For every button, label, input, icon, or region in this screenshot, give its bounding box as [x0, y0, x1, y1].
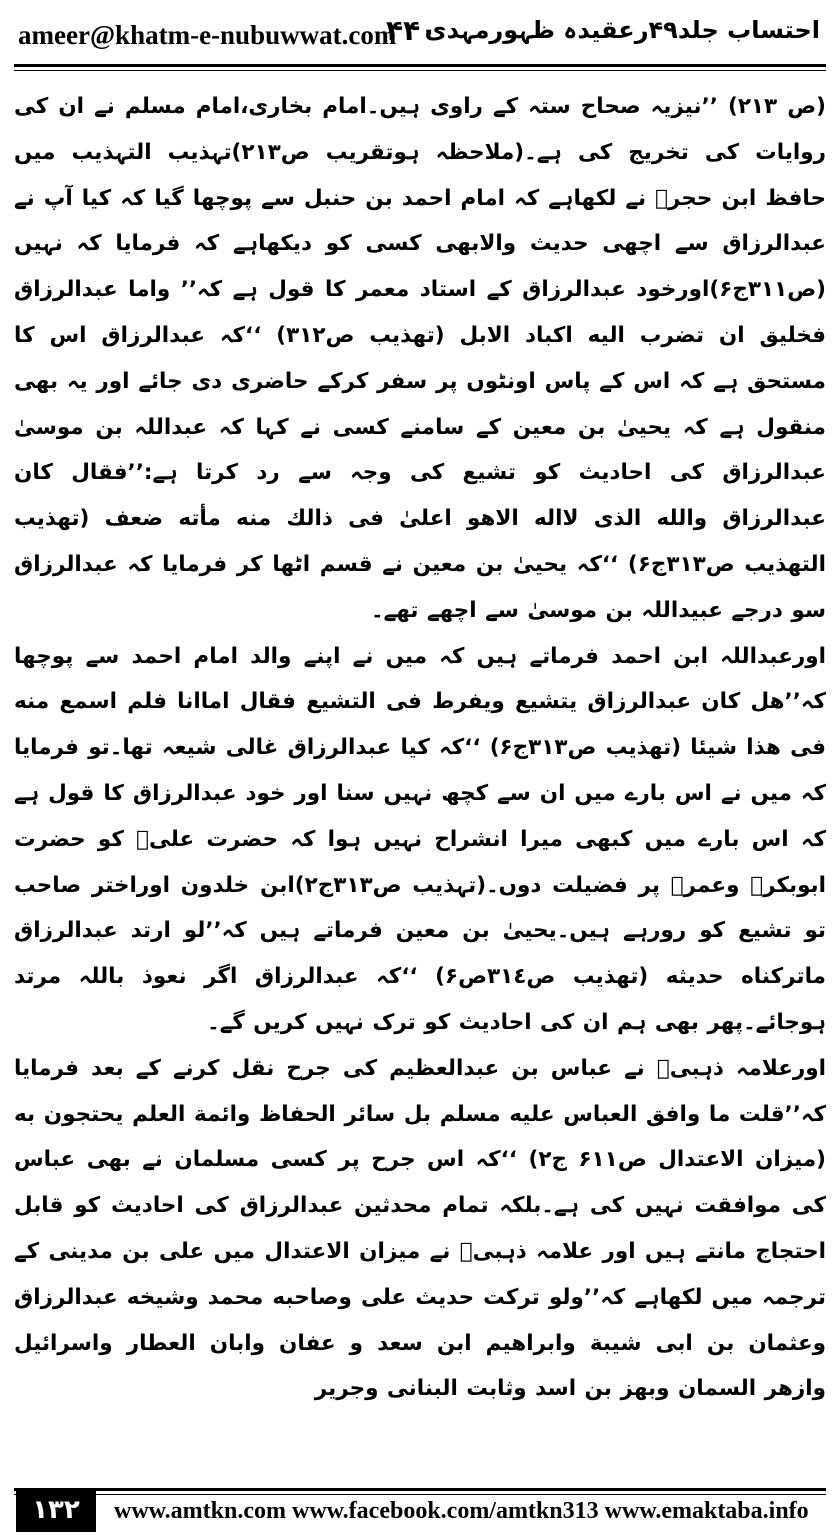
footer-rule-thick: [14, 1488, 826, 1491]
header-page-number: ۴۴۰: [386, 14, 438, 47]
page-header: [14, 8, 826, 72]
header-title: احتساب جلد۴۹رعقیدہ ظہورمہدی: [424, 16, 820, 44]
header-rule-thin: [14, 70, 826, 71]
header-rule-thick: [14, 64, 826, 67]
page-body: [14, 84, 826, 1474]
paragraph-1: (ص ۲۱۳) ’’نیزیہ صحاح ستہ کے راوی ہیں۔امام بخاری،امام مسلم نے ان کی روایات کی تخریج کی ہے۔(ملاحظہ ہوتقریب ص۲۱۳)تہذیب التہذیب میں حافظ ابن حجرؒ نے لکھاہے کہ امام احمد بن حنبل سے پوچھا گیا کہ کیا آپ نے عبدالرزاق سے اچھی حدیث والابھی کسی کو دیکھاہے کہ فرمایا کہ نہیں (ص۳۱۱ج۶)اورخود عبدالرزاق کے استاد معمر کا قول ہے کہ’’ واما عبدالرزاق فخلیق ان تضرب الیه اکباد الابل (تهذیب ص۳۱۲) ‘‘کہ عبدالرزاق اس کا مستحق ہے کہ اس کے پاس اونٹوں پر سفر کرکے حاضری دی جائے اور یہ بھی منقول ہے کہ یحییٰ بن معین کے سامنے کسی نے کہا کہ عبداللہ بن موسیٰ عبدالرزاق کی احادیث کو تشیع کی وجہ سے رد کرتا ہے:’’فقال کان عبدالرزاق والله الذی لااله الاهو اعلیٰ فی ذالك منه مأته ضعف (تهذیب التهذیب ص۳۱۳ج۶) ‘‘کہ یحییٰ بن معین نے قسم اٹھا کر فرمایا کہ عبدالرزاق سو درجے عبیداللہ بن موسیٰ سے اچھے تھے۔: [14, 94, 826, 623]
footer-page-number: ۱۳۲: [16, 1488, 96, 1532]
paragraph-2: اورعبداللہ ابن احمد فرماتے ہیں کہ میں نے اپنے والد امام احمد سے پوچھا کہ’’ھل کان عبدالرزاق یتشیع ویفرط فی التشیع فقال اماانا فلم اسمع منه فی هذا شیئا (تهذیب ص۳۱۳ج۶) ‘‘کہ کیا عبدالرزاق غالی شیعہ تھا۔تو فرمایا کہ میں نے اس بارے میں ان سے کچھ نہیں سنا اور خود عبدالرزاق کا قول ہے کہ اس بارے میں کبھی میرا انشراح نہیں ہوا کہ حضرت علیؓ کو حضرت ابوبکرؓ وعمرؓ پر فضیلت دوں۔(تہذیب ص۳۱۳ج۲)ابن خلدون اوراختر صاحب تو تشیع کو رورہے ہیں۔یحییٰ بن معین فرماتے ہیں کہ’’لو ارتد عبدالرزاق ماترکناه حدیثه (تهذیب ص۳۱٤ص۶) ‘‘کہ عبدالرزاق اگر نعوذ باللہ مرتد ہوجائے۔پھر بھی ہم ان کی احادیث کو ترک نہیں کریں گے۔: [14, 643, 826, 1035]
paragraph-3: اورعلامہ ذہبیؒ نے عباس بن عبدالعظیم کی جرح نقل کرنے کے بعد فرمایا کہ’’قلت ما وافق العباس علیه مسلم بل سائر الحفاظ وائمة العلم یحتجون به (میزان الاعتدال ص۶۱۱ ج۲) ‘‘کہ اس جرح پر کسی مسلمان نے بھی عباس کی موافقت نہیں کی ہے۔بلکہ تمام محدثین عبدالرزاق کی احادیث کو قابل احتجاج مانتے ہیں اور علامہ ذہبیؒ نے میزان الاعتدال میں علی بن مدینی کے ترجمہ میں لکھاہے کہ’’ولو ترکت حدیث علی وصاحبه محمد وشیخه عبدالرزاق وعثمان بن ابی شیبة وابراهیم ابن سعد و عفان وابان العطار واسرائیل وازهر السمان وبهز بن اسد وثابت البنانی وجریر: [14, 1055, 826, 1402]
footer-rule-thin: [14, 1494, 826, 1495]
page-footer: [14, 1488, 826, 1534]
header-email[interactable]: ameer@khatm-e-nubuwwat.com: [18, 20, 397, 50]
footer-links[interactable]: www.amtkn.com www.facebook.com/amtkn313 www.emaktaba.info: [114, 1498, 809, 1524]
